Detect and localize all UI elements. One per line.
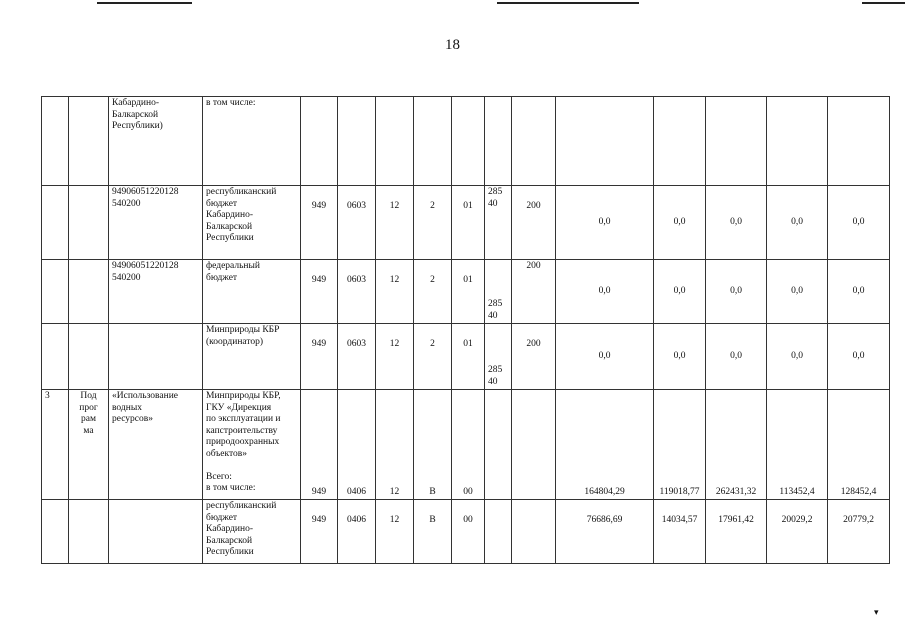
cell-rzpr: 0603 — [338, 324, 376, 390]
cell-value: 0,0 — [654, 186, 706, 260]
cell-value: 0,0 — [706, 260, 767, 324]
cell-p3: 01 — [452, 260, 485, 324]
cell-num — [42, 324, 69, 390]
cell-p1: 12 — [376, 324, 414, 390]
cell-p4 — [485, 97, 512, 186]
top-rule-left — [97, 2, 192, 4]
cell-desc: Минприроды КБР, ГКУ «Дирекция по эксплуатации и капстроительству природоохранных объектов» Всего: в том числе: — [203, 390, 301, 500]
cell-value — [706, 97, 767, 186]
cell-type: Под прог рам ма — [69, 390, 109, 500]
cell-value: 113452,4 — [767, 390, 828, 500]
cell-value: 0,0 — [767, 324, 828, 390]
cell-desc: федеральный бюджет — [203, 260, 301, 324]
cell-value: 20029,2 — [767, 500, 828, 564]
cell-value: 0,0 — [706, 324, 767, 390]
cell-value — [828, 97, 890, 186]
top-rule-right — [862, 2, 905, 4]
cell-value: 20779,2 — [828, 500, 890, 564]
cell-value — [767, 97, 828, 186]
cell-p4: 285 40 — [485, 324, 512, 390]
top-rule-mid — [497, 2, 639, 4]
cell-vr: 200 — [512, 186, 556, 260]
cell-num — [42, 260, 69, 324]
cell-p3: 00 — [452, 390, 485, 500]
cell-p4 — [485, 500, 512, 564]
cell-grbs: 949 — [301, 324, 338, 390]
cell-p1 — [376, 97, 414, 186]
cell-code: Кабардино- Балкарской Республики) — [109, 97, 203, 186]
cell-p3: 01 — [452, 186, 485, 260]
cell-vr — [512, 97, 556, 186]
cell-value: 0,0 — [556, 324, 654, 390]
cell-rzpr: 0406 — [338, 390, 376, 500]
table-row — [42, 324, 890, 390]
cell-code: 94906051220128 540200 — [109, 186, 203, 260]
table-row — [42, 260, 890, 324]
cell-p3: 00 — [452, 500, 485, 564]
cell-code — [109, 500, 203, 564]
cell-vr — [512, 500, 556, 564]
cell-p2: В — [414, 500, 452, 564]
cell-desc: Минприроды КБР (координатор) — [203, 324, 301, 390]
cell-rzpr — [338, 97, 376, 186]
cell-value: 0,0 — [828, 260, 890, 324]
cell-value: 119018,77 — [654, 390, 706, 500]
cell-rzpr: 0603 — [338, 260, 376, 324]
cell-value: 0,0 — [654, 260, 706, 324]
cell-p1: 12 — [376, 186, 414, 260]
cell-value: 0,0 — [828, 324, 890, 390]
cell-p4: 285 40 — [485, 186, 512, 260]
cell-rzpr: 0406 — [338, 500, 376, 564]
cell-grbs: 949 — [301, 260, 338, 324]
cell-value: 17961,42 — [706, 500, 767, 564]
cell-value: 0,0 — [706, 186, 767, 260]
cell-value — [654, 97, 706, 186]
cell-value: 164804,29 — [556, 390, 654, 500]
cell-value: 0,0 — [767, 260, 828, 324]
cell-value: 262431,32 — [706, 390, 767, 500]
cell-p2: 2 — [414, 324, 452, 390]
cell-value: 0,0 — [556, 260, 654, 324]
cell-p1: 12 — [376, 260, 414, 324]
cell-p4: 285 40 — [485, 260, 512, 324]
cell-num — [42, 500, 69, 564]
cell-grbs: 949 — [301, 186, 338, 260]
cell-desc: республиканский бюджет Кабардино- Балкарской Республики — [203, 500, 301, 564]
cell-value: 0,0 — [556, 186, 654, 260]
cell-p1: 12 — [376, 500, 414, 564]
cell-num: 3 — [42, 390, 69, 500]
table-row — [42, 186, 890, 260]
cell-grbs: 949 — [301, 500, 338, 564]
table-row — [42, 500, 890, 564]
cell-p3 — [452, 97, 485, 186]
cell-vr — [512, 390, 556, 500]
cell-grbs — [301, 97, 338, 186]
cell-desc: в том числе: — [203, 97, 301, 186]
cell-desc: республиканский бюджет Кабардино- Балкарской Республики — [203, 186, 301, 260]
table-row — [42, 390, 890, 500]
cell-vr: 200 — [512, 260, 556, 324]
cell-p2 — [414, 97, 452, 186]
cell-value: 0,0 — [654, 324, 706, 390]
cell-p2: В — [414, 390, 452, 500]
cell-value: 0,0 — [828, 186, 890, 260]
table-row — [42, 97, 890, 186]
cell-code: «Использование водных ресурсов» — [109, 390, 203, 500]
cell-p2: 2 — [414, 186, 452, 260]
cell-type — [69, 260, 109, 324]
cell-p1: 12 — [376, 390, 414, 500]
cell-code — [109, 324, 203, 390]
cell-value: 14034,57 — [654, 500, 706, 564]
cell-vr: 200 — [512, 324, 556, 390]
cell-rzpr: 0603 — [338, 186, 376, 260]
budget-table — [41, 96, 890, 564]
cell-value — [556, 97, 654, 186]
cell-p2: 2 — [414, 260, 452, 324]
cell-type — [69, 500, 109, 564]
cell-num — [42, 186, 69, 260]
cell-value: 0,0 — [767, 186, 828, 260]
cell-type — [69, 324, 109, 390]
cell-p4 — [485, 390, 512, 500]
cell-value: 128452,4 — [828, 390, 890, 500]
cell-value: 76686,69 — [556, 500, 654, 564]
cell-code: 94906051220128 540200 — [109, 260, 203, 324]
cell-type — [69, 186, 109, 260]
cell-desc-total: Всего: в том числе: — [206, 471, 256, 493]
scan-mark: ▾ — [874, 607, 879, 617]
page-number: 18 — [445, 37, 460, 53]
cell-num — [42, 97, 69, 186]
cell-type — [69, 97, 109, 186]
cell-p3: 01 — [452, 324, 485, 390]
cell-grbs: 949 — [301, 390, 338, 500]
